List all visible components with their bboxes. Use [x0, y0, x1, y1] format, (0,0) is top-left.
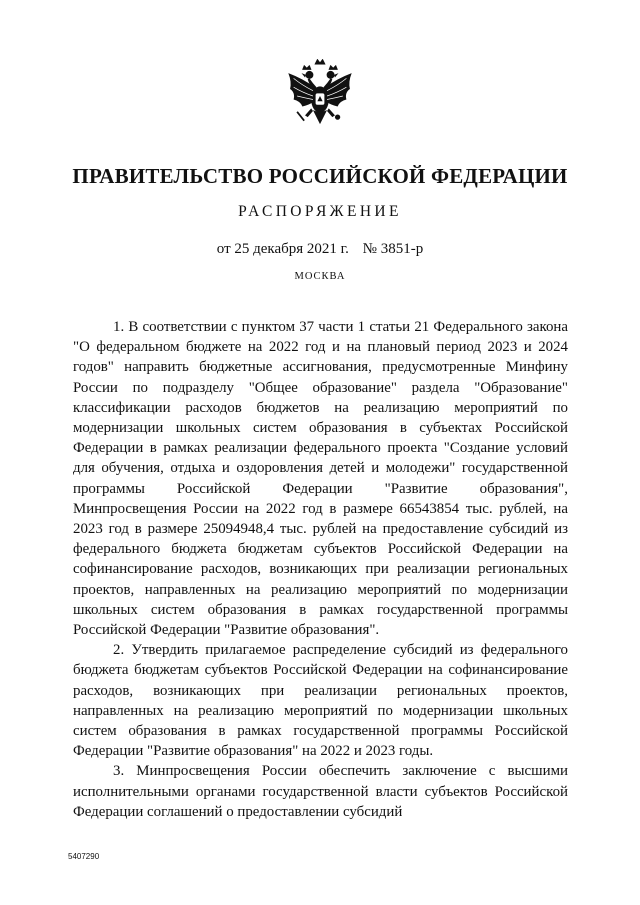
document-date-number: [0, 241, 640, 258]
paragraph-2: 2. Утвердить прилагаемое распределение субсидий из федерального бюджета бюджетам субъектов Российской Федерации на софинансирование расходов, возникающих при реализации региональных проектов, направленных на реализацию мероприятий по модернизации школьных систем образования в рамках государственной программы Российской Федерации "Развитие образования" на 2022 и 2023 годы.: [73, 642, 568, 760]
document-code: 5407290: [68, 852, 100, 861]
document-type: РАСПОРЯЖЕНИЕ: [238, 203, 402, 220]
government-title: ПРАВИТЕЛЬСТВО РОССИЙСКОЙ ФЕДЕРАЦИИ: [72, 164, 568, 188]
document-number: № 3851-р: [362, 241, 424, 257]
paragraph-1: 1. В соответствии с пунктом 37 части 1 статьи 21 Федерального закона "О федеральном бюджете на 2022 год и на плановый период 2023 и 2024 годов" направить бюджетные ассигнования, предусмотренные Минфину России по подразделу "Общее образование" раздела "Образование" классификации расходов бюджетов на реализацию мероприятий по модернизации школьных систем образования в субъектах Российской Федерации в рамках реализации федерального проекта "Создание условий для обучения, отдыха и оздоровления детей и молодежи" государственной программы Российской Федерации "Развитие образования", Минпросвещения России на 2022 год в размере 66543854 тыс. рублей, на 2023 год в размере 25094948,4 тыс. рублей на предоставление субсидий из федерального бюджета бюджетам субъектов Российской Федерации на софинансирование расходов, возникающих при реализации региональных проектов, направленных на реализацию мероприятий по модернизации школьных систем образования в рамках государственной программы Российской Федерации "Развитие образования".: [73, 319, 568, 639]
document-date: от 25 декабря 2021 г.: [216, 241, 349, 257]
document-body: [73, 317, 568, 822]
russian-coat-of-arms-icon: [276, 52, 364, 140]
paragraph-3: 3. Минпросвещения России обеспечить заключение с высшими исполнительными органами государственной власти субъектов Российской Федерации соглашений о предоставлении субсидий: [73, 763, 568, 820]
document-city: МОСКВА: [294, 271, 346, 282]
